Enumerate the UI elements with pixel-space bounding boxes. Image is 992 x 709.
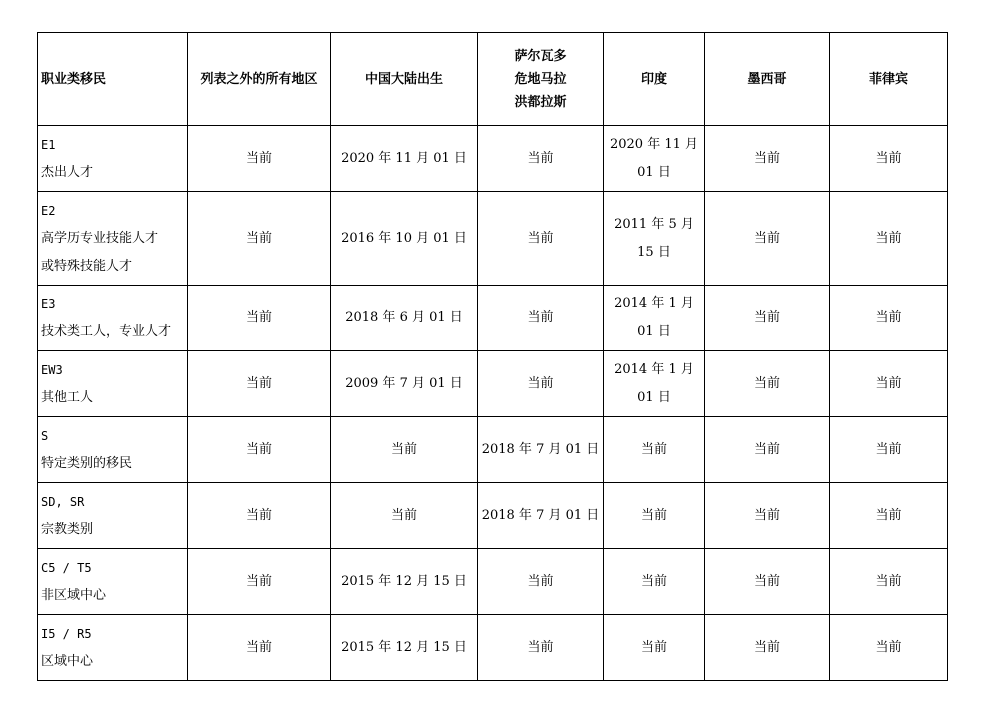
header-india: 印度 xyxy=(604,33,705,126)
category-code: EW3 xyxy=(41,362,63,377)
visa-bulletin-table xyxy=(37,32,948,681)
category-name: 宗教类别 xyxy=(41,521,94,537)
table-row xyxy=(38,192,948,286)
cell-india: 2014 年 1 月 01 日 xyxy=(604,286,705,351)
table-row xyxy=(38,549,948,615)
cell-central-america: 当前 xyxy=(478,351,604,417)
header-row xyxy=(38,33,948,126)
header-category: 职业类移民 xyxy=(38,33,188,126)
table-row xyxy=(38,351,948,417)
cell-all-other: 当前 xyxy=(188,126,331,192)
header-central-america xyxy=(478,33,604,126)
cell-china: 当前 xyxy=(331,417,478,483)
cell-india: 当前 xyxy=(604,417,705,483)
category-cell xyxy=(38,192,188,286)
category-name: 杰出人才 xyxy=(41,164,94,180)
cell-china: 2009 年 7 月 01 日 xyxy=(331,351,478,417)
category-name-line-1: 高学历专业技能人才 xyxy=(41,230,159,246)
cell-mexico: 当前 xyxy=(705,615,830,681)
cell-philippines: 当前 xyxy=(830,483,948,549)
category-name: 特定类别的移民 xyxy=(41,455,133,471)
cell-mexico: 当前 xyxy=(705,192,830,286)
category-code: E3 xyxy=(41,297,56,311)
cell-india: 2011 年 5 月 15 日 xyxy=(604,192,705,286)
cell-all-other: 当前 xyxy=(188,417,331,483)
cell-philippines: 当前 xyxy=(830,286,948,351)
category-cell xyxy=(38,549,188,615)
category-code: I5 / R5 xyxy=(41,626,92,641)
cell-china: 2015 年 12 月 15 日 xyxy=(331,549,478,615)
category-code: E1 xyxy=(41,137,56,152)
category-cell xyxy=(38,286,188,351)
table-row xyxy=(38,286,948,351)
cell-all-other: 当前 xyxy=(188,351,331,417)
cell-central-america: 当前 xyxy=(478,192,604,286)
cell-india: 2014 年 1 月 01 日 xyxy=(604,351,705,417)
cell-mexico: 当前 xyxy=(705,351,830,417)
cell-all-other: 当前 xyxy=(188,192,331,286)
category-cell xyxy=(38,351,188,417)
category-code: C5 / T5 xyxy=(41,560,92,575)
table-row xyxy=(38,615,948,681)
header-philippines: 菲律宾 xyxy=(830,33,948,126)
category-cell xyxy=(38,417,188,483)
cell-all-other: 当前 xyxy=(188,286,331,351)
header-china: 中国大陆出生 xyxy=(331,33,478,126)
cell-india: 当前 xyxy=(604,483,705,549)
cell-central-america: 2018 年 7 月 01 日 xyxy=(478,417,604,483)
cell-china: 2016 年 10 月 01 日 xyxy=(331,192,478,286)
cell-philippines: 当前 xyxy=(830,549,948,615)
category-name: 区域中心 xyxy=(41,653,94,669)
cell-all-other: 当前 xyxy=(188,483,331,549)
cell-china: 当前 xyxy=(331,483,478,549)
cell-india: 当前 xyxy=(604,615,705,681)
category-name: 非区域中心 xyxy=(41,587,107,603)
cell-philippines: 当前 xyxy=(830,615,948,681)
cell-mexico: 当前 xyxy=(705,483,830,549)
category-name-line-2: 或特殊技能人才 xyxy=(41,258,133,274)
cell-mexico: 当前 xyxy=(705,126,830,192)
cell-all-other: 当前 xyxy=(188,615,331,681)
cell-mexico: 当前 xyxy=(705,417,830,483)
table-row xyxy=(38,126,948,192)
cell-central-america: 当前 xyxy=(478,615,604,681)
cell-mexico: 当前 xyxy=(705,286,830,351)
cell-philippines: 当前 xyxy=(830,417,948,483)
category-cell xyxy=(38,615,188,681)
category-code: S xyxy=(41,428,49,443)
cell-central-america: 当前 xyxy=(478,549,604,615)
cell-all-other: 当前 xyxy=(188,549,331,615)
cell-philippines: 当前 xyxy=(830,126,948,192)
category-code: E2 xyxy=(41,203,56,218)
cell-china: 2020 年 11 月 01 日 xyxy=(331,126,478,192)
category-cell xyxy=(38,126,188,192)
cell-india: 2020 年 11 月 01 日 xyxy=(604,126,705,192)
cell-india: 当前 xyxy=(604,549,705,615)
cell-central-america: 2018 年 7 月 01 日 xyxy=(478,483,604,549)
header-honduras: 洪都拉斯 xyxy=(514,94,567,110)
cell-china: 2015 年 12 月 15 日 xyxy=(331,615,478,681)
cell-central-america: 当前 xyxy=(478,126,604,192)
cell-philippines: 当前 xyxy=(830,351,948,417)
table-row xyxy=(38,417,948,483)
header-el-salvador: 萨尔瓦多 xyxy=(514,48,567,64)
header-mexico: 墨西哥 xyxy=(705,33,830,126)
cell-china: 2018 年 6 月 01 日 xyxy=(331,286,478,351)
header-all-other: 列表之外的所有地区 xyxy=(188,33,331,126)
category-name: 技术类工人，专业人才 xyxy=(41,324,172,339)
cell-philippines: 当前 xyxy=(830,192,948,286)
table-row xyxy=(38,483,948,549)
cell-mexico: 当前 xyxy=(705,549,830,615)
category-code: SD, SR xyxy=(41,494,85,509)
category-cell xyxy=(38,483,188,549)
header-guatemala: 危地马拉 xyxy=(514,71,567,87)
category-name: 其他工人 xyxy=(41,389,94,405)
cell-central-america: 当前 xyxy=(478,286,604,351)
